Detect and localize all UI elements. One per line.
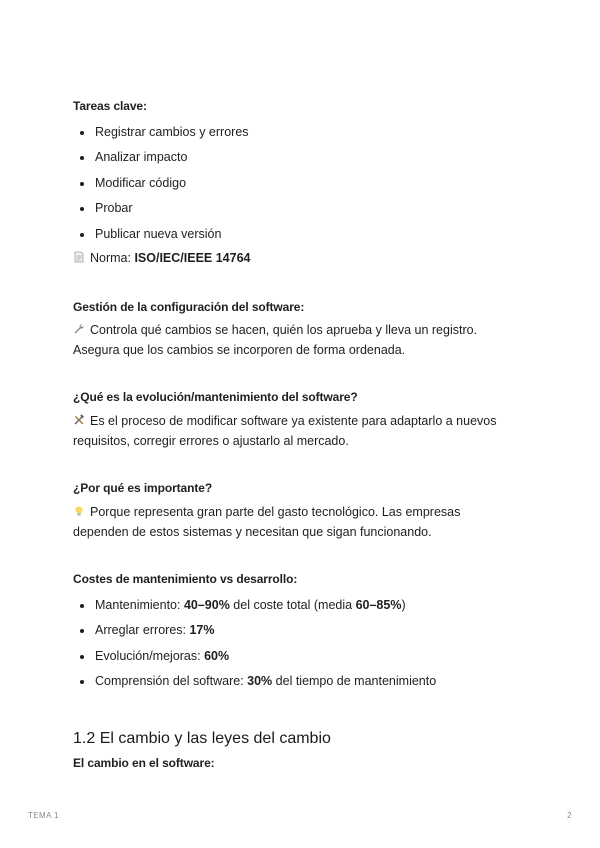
lightbulb-icon bbox=[73, 504, 86, 523]
list-item: Comprensión del software: 30% del tiempo de mantenimiento bbox=[80, 674, 436, 699]
footer-left: TEMA 1 bbox=[28, 811, 59, 820]
section-title: 1.2 El cambio y las leyes del cambio bbox=[73, 730, 331, 747]
tasks-heading: Tareas clave: bbox=[73, 99, 147, 113]
list-item: Modificar código bbox=[80, 176, 249, 201]
evolution-paragraph bbox=[73, 412, 513, 451]
evolution-text: Es el proceso de modificar software ya existente para adaptarlo a nuevos requisitos, corregir errores o ajustarlo al mercado. bbox=[73, 414, 497, 448]
wrench-icon bbox=[73, 322, 86, 341]
norma-value: ISO/IEC/IEEE 14764 bbox=[134, 251, 251, 265]
norma-label: Norma: bbox=[90, 251, 135, 265]
page-number: 2 bbox=[567, 811, 572, 820]
list-item: Arreglar errores: 17% bbox=[80, 623, 436, 648]
importance-text: Porque representa gran parte del gasto tecnológico. Las empresas dependen de estos sistemas y necesitan que sigan funcionando. bbox=[73, 505, 461, 539]
list-item: Analizar impacto bbox=[80, 150, 249, 175]
list-item: Evolución/mejoras: 60% bbox=[80, 649, 436, 674]
section-subheading: El cambio en el software: bbox=[73, 756, 215, 770]
costs-list bbox=[80, 598, 436, 700]
list-item: Mantenimiento: 40–90% del coste total (media 60–85%) bbox=[80, 598, 436, 623]
page-icon bbox=[73, 251, 86, 266]
importance-paragraph bbox=[73, 503, 513, 542]
config-paragraph bbox=[73, 321, 513, 360]
evolution-heading: ¿Qué es la evolución/mantenimiento del software? bbox=[73, 390, 358, 404]
norma-line bbox=[73, 251, 251, 266]
list-item: Probar bbox=[80, 201, 249, 226]
list-item: Publicar nueva versión bbox=[80, 227, 249, 252]
config-text: Controla qué cambios se hacen, quién los aprueba y lleva un registro. Asegura que los cambios se incorporen de forma ordenada. bbox=[73, 323, 478, 357]
importance-heading: ¿Por qué es importante? bbox=[73, 481, 213, 495]
tasks-list bbox=[80, 125, 249, 252]
tools-icon bbox=[73, 413, 86, 432]
config-heading: Gestión de la configuración del software: bbox=[73, 300, 305, 314]
list-item: Registrar cambios y errores bbox=[80, 125, 249, 150]
costs-heading: Costes de mantenimiento vs desarrollo: bbox=[73, 572, 298, 586]
